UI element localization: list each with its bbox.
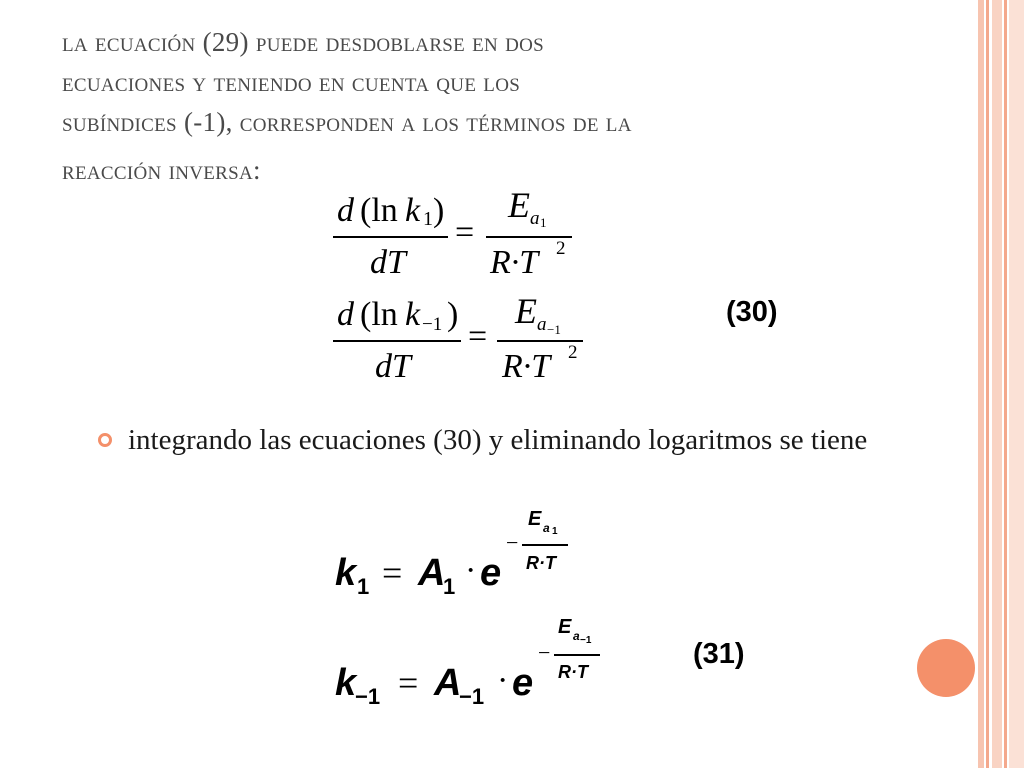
- eq31a-A: A: [418, 552, 446, 594]
- eq30a-rnum-E: E: [508, 185, 530, 225]
- eq31b-e: e: [512, 662, 534, 704]
- eq30b-rnum-sub: −1: [547, 322, 561, 337]
- eq31a-exp-E: E: [528, 508, 542, 530]
- eq30a-num-k: k: [405, 192, 421, 229]
- eq30b-num-sub: −1: [422, 314, 443, 335]
- eq31b-k: k: [335, 662, 357, 704]
- eq30a-left-fraction-bar: [333, 236, 448, 238]
- equation-number-30: (30): [726, 296, 778, 328]
- eq31b-exp-fraction-bar: [554, 654, 600, 656]
- eq30b-rexp: 2: [568, 342, 578, 363]
- eq30b-rnum-a: a: [537, 314, 547, 335]
- bullet-text: integrando las ecuaciones (30) y eliminando logaritmos se tiene: [128, 424, 868, 456]
- eq30b-num-ln: (ln: [360, 296, 398, 333]
- slide-title: [62, 22, 922, 190]
- eq30b-num-close: ): [447, 296, 459, 333]
- eq30a-num-sub: 1: [423, 208, 433, 230]
- eq30b-left-fraction-bar: [333, 340, 461, 342]
- eq31a-exp-a: a: [543, 521, 550, 535]
- eq31a-equals: =: [382, 553, 403, 593]
- eq31b-exp-RT: R·T: [558, 662, 588, 682]
- title-line-2: ecuaciones y teniendo en cuenta que los: [62, 67, 521, 97]
- decorative-border-right: [978, 0, 1024, 768]
- eq30b-den: dT: [375, 348, 411, 385]
- title-line-3: subíndices (-1), corresponden a los términos de la: [62, 107, 632, 137]
- eq30b-num-d: d: [337, 296, 354, 333]
- eq30a-rnum-a: a: [530, 208, 540, 229]
- eq31a-minus: −: [506, 530, 519, 555]
- eq30a-den: dT: [370, 244, 406, 281]
- eq30a-num-close: ): [433, 192, 445, 229]
- eq30a-num-d: d: [337, 192, 354, 229]
- eq31a-dot: ·: [465, 552, 477, 589]
- eq31b-exp-E: E: [558, 616, 572, 638]
- eq31a-exp-RT: R·T: [526, 553, 556, 573]
- eq31b-A-sub: −1: [459, 684, 485, 709]
- eq31b-equals: =: [398, 663, 419, 703]
- eq30a-rnum-sub: 1: [540, 215, 547, 230]
- eq31a-exp-fraction-bar: [522, 544, 568, 546]
- eq31b-dot: ·: [497, 662, 509, 699]
- eq30b-equals: =: [468, 318, 488, 355]
- eq30a-num-ln: (ln: [360, 192, 398, 229]
- decorative-circle: [917, 639, 975, 697]
- eq30a-rexp: 2: [556, 238, 566, 259]
- eq31b-minus: −: [538, 640, 551, 665]
- eq30a-rden: R·T: [490, 244, 539, 281]
- eq30b-num-k: k: [405, 296, 421, 333]
- eq30b-rnum-E: E: [515, 291, 537, 331]
- eq31a-k: k: [335, 552, 357, 594]
- eq30a-equals: =: [455, 214, 475, 251]
- eq31b-exp-asub: −1: [580, 635, 592, 646]
- eq31b-A: A: [434, 662, 462, 704]
- equation-number-31: (31): [693, 638, 745, 670]
- eq31b-k-sub: −1: [355, 684, 381, 709]
- open-circle-bullet-icon: [97, 432, 113, 448]
- title-line-4: reacción inversa:: [62, 155, 261, 185]
- eq31a-k-sub: 1: [357, 574, 370, 599]
- eq31b-exp-a: a: [573, 629, 580, 643]
- eq30b-rden: R·T: [502, 348, 551, 385]
- eq31a-exp-asub: 1: [552, 526, 558, 537]
- eq31a-e: e: [480, 552, 502, 594]
- title-line-1: la ecuación (29) puede desdoblarse en dos: [62, 27, 545, 57]
- eq31a-A-sub: 1: [443, 574, 456, 599]
